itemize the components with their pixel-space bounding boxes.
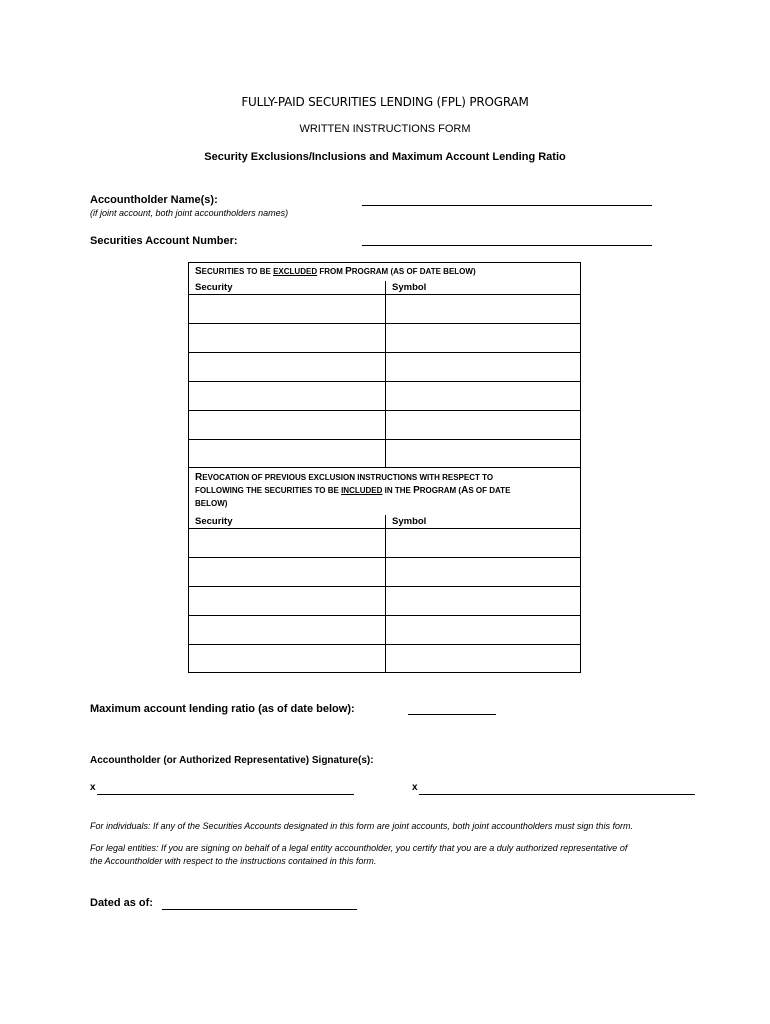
table-row	[189, 586, 580, 615]
table-row	[189, 410, 580, 439]
symbol-cell[interactable]	[386, 440, 580, 468]
revocation-table-heading: REVOCATION OF PREVIOUS EXCLUSION INSTRUCTIONS WITH RESPECT TO FOLLOWING THE SECURITIES TO BE INCLUDED IN THE PROGRAM (AS OF DATE BELOW)	[195, 472, 511, 508]
security-cell[interactable]	[189, 529, 386, 557]
table-row	[189, 352, 580, 381]
signature-mark-2: x	[412, 782, 418, 793]
symbol-cell[interactable]	[386, 587, 580, 615]
account-number-label: Securities Account Number:	[90, 235, 238, 247]
symbol-cell[interactable]	[386, 616, 580, 644]
symbol-cell[interactable]	[386, 295, 580, 323]
security-cell[interactable]	[189, 440, 386, 468]
form-subtitle: WRITTEN INSTRUCTIONS FORM	[299, 123, 471, 135]
legal-entities-note-line-1: For legal entities: If you are signing on behalf of a legal entity accountholder, you certify that you are a duly authorized representative of	[90, 843, 628, 853]
max-lending-ratio-label: Maximum account lending ratio (as of date below):	[90, 703, 355, 715]
table-row	[189, 644, 580, 673]
security-cell[interactable]	[189, 353, 386, 381]
symbol-cell[interactable]	[386, 529, 580, 557]
table-row	[189, 615, 580, 644]
signature-label: Accountholder (or Authorized Representative) Signature(s):	[90, 755, 374, 766]
security-cell[interactable]	[189, 382, 386, 410]
revocation-header-row	[189, 515, 580, 528]
symbol-cell[interactable]	[386, 411, 580, 439]
signature-field-2[interactable]	[419, 794, 695, 795]
legal-entities-note-line-2: the Accountholder with respect to the instructions contained in this form.	[90, 856, 377, 866]
table-row	[189, 557, 580, 586]
account-number-field[interactable]	[362, 245, 652, 246]
security-cell[interactable]	[189, 558, 386, 586]
accountholder-name-label: Accountholder Name(s):	[90, 194, 218, 206]
accountholder-name-field[interactable]	[362, 205, 652, 206]
accountholder-name-note: (if joint account, both joint accountholders names)	[90, 208, 289, 218]
individuals-note: For individuals: If any of the Securities Accounts designated in this form are joint accounts, both joint accountholders must sign this form.	[90, 821, 633, 831]
column-header-symbol: Symbol	[392, 516, 427, 527]
section-title: Security Exclusions/Inclusions and Maximum Account Lending Ratio	[204, 151, 566, 163]
security-cell[interactable]	[189, 324, 386, 352]
exclusion-table	[188, 262, 581, 468]
security-cell[interactable]	[189, 411, 386, 439]
table-row	[189, 439, 580, 468]
table-row	[189, 323, 580, 352]
symbol-cell[interactable]	[386, 645, 580, 673]
signature-mark-1: x	[90, 782, 96, 793]
revocation-table	[188, 468, 581, 673]
exclusion-table-heading: SECURITIES TO BE EXCLUDED FROM PROGRAM (AS OF DATE BELOW)	[195, 266, 476, 277]
security-cell[interactable]	[189, 645, 386, 673]
security-cell[interactable]	[189, 587, 386, 615]
max-lending-ratio-field[interactable]	[408, 714, 496, 715]
symbol-cell[interactable]	[386, 558, 580, 586]
symbol-cell[interactable]	[386, 353, 580, 381]
table-row	[189, 294, 580, 323]
column-header-security: Security	[189, 281, 386, 294]
dated-field[interactable]	[162, 909, 357, 910]
exclusion-header-row	[189, 281, 580, 294]
security-cell[interactable]	[189, 295, 386, 323]
symbol-cell[interactable]	[386, 324, 580, 352]
signature-field-1[interactable]	[97, 794, 354, 795]
table-row	[189, 528, 580, 557]
column-header-security: Security	[189, 515, 386, 528]
security-cell[interactable]	[189, 616, 386, 644]
form-title: FULLY-PAID SECURITIES LENDING (FPL) PROGRAM	[241, 95, 529, 109]
column-header-symbol: Symbol	[392, 282, 427, 293]
dated-label: Dated as of:	[90, 897, 153, 909]
table-row	[189, 381, 580, 410]
symbol-cell[interactable]	[386, 382, 580, 410]
